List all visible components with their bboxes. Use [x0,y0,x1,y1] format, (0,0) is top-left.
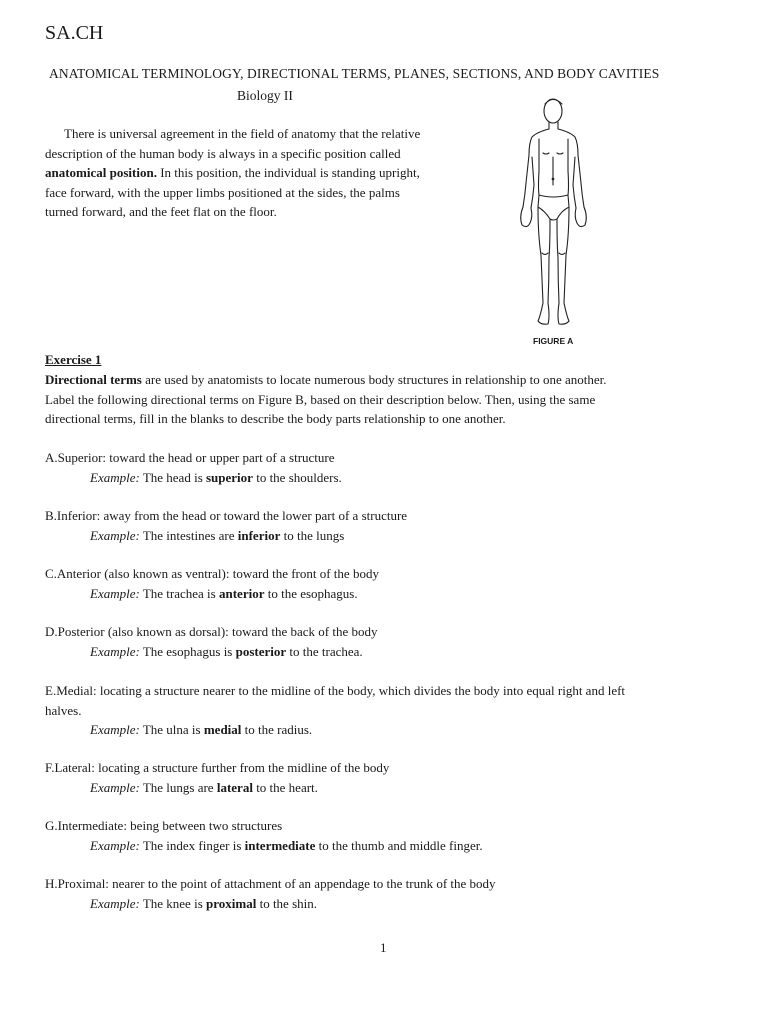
term-lateral [45,758,389,797]
example-label: Example: [90,527,140,543]
example-text: to the radius. [241,722,313,737]
page-number: 1 [380,940,387,955]
exercise-line-rest: are used by anatomists to locate numerous body structures in relationship to one another. [141,372,607,387]
example-label: Example: [90,585,140,601]
example-label: Example: [90,469,140,485]
example-text: to the heart. [252,779,318,795]
example-text: The trachea is [139,585,219,601]
example-text: The lungs are [139,779,217,795]
example-text: to the lungs [280,527,345,543]
term-example [45,836,483,856]
example-term: proximal [206,895,257,911]
term-medial [45,681,625,740]
intro-line: There is universal agreement in the field of anatomy that the relative [64,126,421,141]
example-term: anterior [218,585,265,601]
intro-line [45,163,495,183]
term-proximal [45,874,496,913]
term-definition: F.Lateral: locating a structure further from the midline of the body [45,760,390,775]
term-definition: D.Posterior (also known as dorsal): toward the back of the body [45,624,378,639]
example-term: intermediate [244,837,316,853]
term-anterior [45,564,379,603]
example-term: lateral [216,779,253,795]
term-definition-continued: halves. [45,702,82,718]
example-text: to the shin. [256,895,317,911]
example-label: Example: [90,895,140,911]
exercise-heading: Exercise 1 [45,352,102,367]
example-text: The intestines are [139,527,238,543]
term-definition: A.Superior: toward the head or upper part of a structure [45,450,335,465]
example-text: to the trachea. [286,643,363,659]
example-text: to the esophagus. [264,585,358,601]
term-definition: H.Proximal: nearer to the point of attachment of an appendage to the trunk of the body [45,876,496,891]
term-example [45,526,407,546]
example-text: The esophagus is [139,643,236,659]
example-text: The knee is [139,895,206,911]
term-definition: C.Anterior (also known as ventral): toward the front of the body [45,566,379,581]
term-definition: E.Medial: locating a structure nearer to the midline of the body, which divides the body into equal right and left [45,683,626,698]
example-text: The index finger is [139,837,245,853]
example-term: superior [206,469,253,485]
document-title: ANATOMICAL TERMINOLOGY, DIRECTIONAL TERMS, PLANES, SECTIONS, AND BODY CAVITIES [49,66,660,81]
figure-caption: FIGURE A [533,336,574,346]
exercise-line: directional terms, fill in the blanks to describe the body parts relationship to one another. [45,411,506,426]
example-text: to the shoulders. [252,469,342,485]
example-label: Example: [90,643,140,659]
example-text: The head is [139,469,206,485]
document-header: SA.CH [45,22,104,44]
example-label: Example: [90,779,140,795]
term-intermediate [45,816,483,855]
directional-terms-label: Directional terms [45,372,142,387]
term-example [45,584,379,604]
document-subtitle: Biology II [237,88,293,103]
intro-line-rest: In this position, the individual is standing upright, [156,165,420,180]
term-example [45,778,389,798]
term-inferior [45,506,407,545]
term-example [45,468,342,488]
example-text: The ulna is [139,722,204,737]
anatomical-position-figure [505,95,605,331]
term-posterior [45,622,378,661]
exercise-intro [45,370,607,429]
example-text: to the thumb and middle finger. [315,837,483,853]
example-term: medial [203,722,242,737]
term-example [45,720,625,740]
example-label: Example: [90,722,140,737]
term-definition: G.Intermediate: being between two structures [45,818,283,833]
intro-line: description of the human body is always in a specific position called [45,145,401,161]
intro-line: face forward, with the upper limbs positioned at the sides, the palms [45,184,400,200]
example-label: Example: [90,837,140,853]
anatomical-position-term: anatomical position. [45,165,157,180]
intro-line: turned forward, and the feet flat on the floor. [45,204,277,219]
term-definition: B.Inferior: away from the head or toward the lower part of a structure [45,508,408,523]
exercise-line [45,370,607,390]
example-term: inferior [237,527,281,543]
intro-paragraph [45,124,495,222]
term-example [45,894,496,914]
example-term: posterior [235,643,287,659]
term-superior [45,448,342,487]
exercise-line: Label the following directional terms on Figure B, based on their description below. Then, using the same [45,391,596,407]
term-example [45,642,378,662]
